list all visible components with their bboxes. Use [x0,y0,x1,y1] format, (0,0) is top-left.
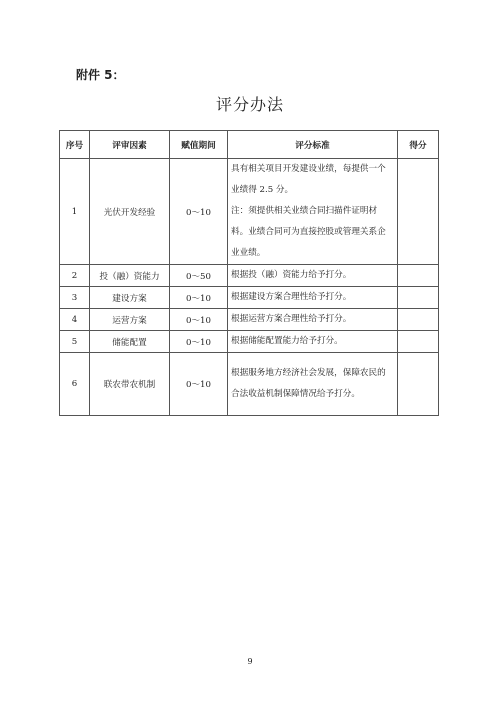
header-criteria: 评分标准 [228,131,398,159]
row-criteria: 根据服务地方经济社会发展，保障农民的合法收益机制保障情况给予打分。 [228,353,398,416]
row-factor: 联农带农机制 [90,353,170,416]
attachment-label: 附件 5： [76,68,125,82]
row-score [398,159,439,265]
header-score: 得分 [398,131,439,159]
row-number: 2 [60,265,90,287]
row-range: 0～10 [170,287,228,309]
row-range: 0～10 [170,331,228,353]
table-row [60,331,439,353]
header-range: 赋值期间 [170,131,228,159]
table-row [60,265,439,287]
row-score [398,287,439,309]
header-number: 序号 [60,131,90,159]
row-score [398,309,439,331]
table-row [60,309,439,331]
row-criteria [228,159,398,265]
row-factor: 运营方案 [90,309,170,331]
row-criteria: 根据储能配置能力给予打分。 [228,331,398,353]
row-factor: 光伏开发经验 [90,159,170,265]
row-score [398,331,439,353]
row-factor: 投（融）资能力 [90,265,170,287]
row-range: 0～50 [170,265,228,287]
table-row [60,353,439,416]
scoring-table [59,130,439,416]
row-range: 0～10 [170,309,228,331]
criteria-note: 注：须提供相关业绩合同扫描件证明材料。业绩合同可为直接控股或管理关系企业业绩。 [231,206,386,258]
table-row [60,287,439,309]
criteria-line: 具有相关项目开发建设业绩，每提供一个业绩得 2.5 分。 [231,164,386,195]
row-criteria: 根据投（融）资能力给予打分。 [228,265,398,287]
row-criteria: 根据运营方案合理性给予打分。 [228,309,398,331]
row-range: 0～10 [170,353,228,416]
row-score [398,265,439,287]
row-number: 1 [60,159,90,265]
page-number: 9 [247,657,253,666]
row-number: 4 [60,309,90,331]
row-factor: 储能配置 [90,331,170,353]
row-range: 0～10 [170,159,228,265]
header-factor: 评审因素 [90,131,170,159]
page-title: 评分办法 [215,95,284,114]
row-number: 3 [60,287,90,309]
row-factor: 建设方案 [90,287,170,309]
table-row [60,159,439,265]
row-number: 5 [60,331,90,353]
row-score [398,353,439,416]
table-header-row [60,131,439,159]
row-number: 6 [60,353,90,416]
row-criteria: 根据建设方案合理性给予打分。 [228,287,398,309]
